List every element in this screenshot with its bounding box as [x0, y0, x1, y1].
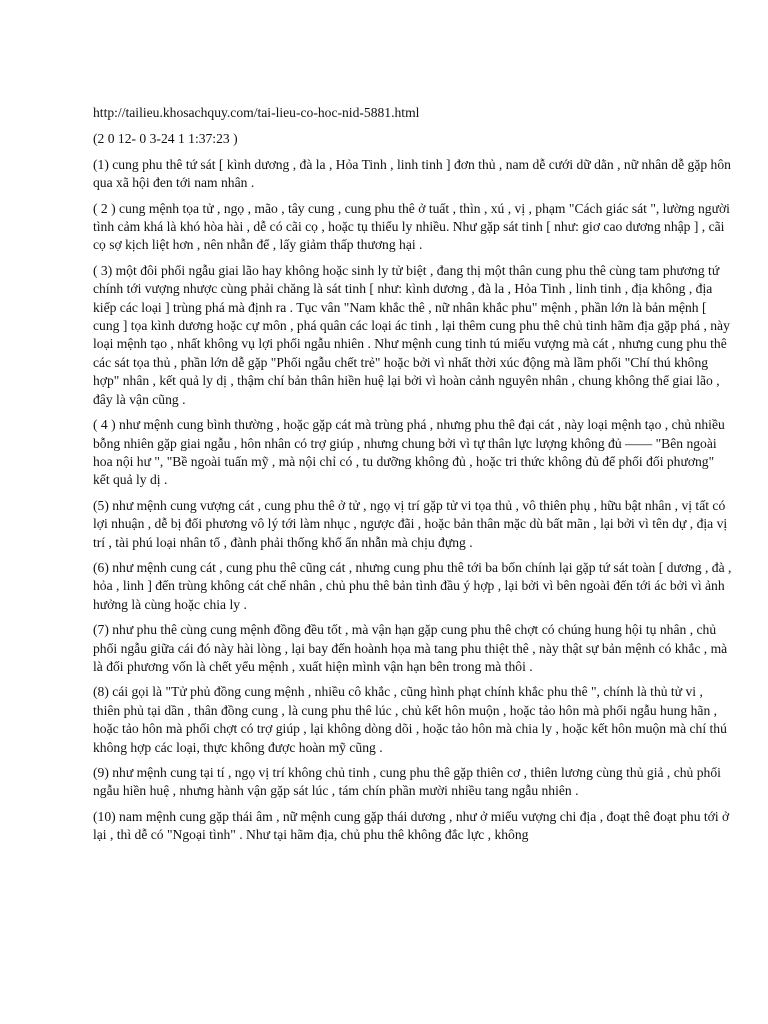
document-body	[93, 104, 733, 852]
paragraph-2: ( 2 ) cung mệnh tọa tử , ngọ , mão , tây cung , cung phu thê ở tuất , thìn , xú , vị , phạm "Cách giác sát ", lường người tình cảm khá là khó hòa hài , dễ có cãi cọ , hoặc tụ thiểu ly nhiều. Như gặp sát tinh [ như: giơ cao dương nhập ] , cãi cọ sợ kịch liệt hơn , nên nhẫn để , lấy giảm thấp thương hại .	[93, 200, 730, 253]
paragraph-3: ( 3) một đôi phối ngẫu giai lão hay không hoặc sinh ly tử biệt , đang thị một thân cung phu thê cùng tam phương tứ chính tới vượng nhược cùng phải chăng là sát tinh [ như: kình dương , đà la , Hỏa Tinh , linh tinh , địa không , địa kiếp các loại ] trùng phá mà định ra . Tục vân "Nam khắc thê , nữ nhân khắc phu" mệnh , phần lớn là bản mệnh [ cung ] tọa kình dương hoặc cự môn , phá quân các loại ác tinh , lại thêm cung phu thê chủ tinh hãm địa gặp phá , này loại mệnh tạo , nhất không vụ lợi phối ngẫu nhiên . Như mệnh cung tinh tú miếu vượng mà cát , nhưng cung phu thê các sát tọa thủ , phần lớn dễ gặp "Phối ngẫu chết trẻ" hoặc bởi vì nhất thời xúc động mà lầm phối "Chí thú không hợp" nhân , kết quả ly dị , thậm chí bản thân hiền huệ lại bởi vì hoàn cảnh nguyên nhân , chung không thể giai lão , đây là vận cũng .	[93, 262, 730, 407]
paragraph-6: (6) như mệnh cung cát , cung phu thê cũng cát , nhưng cung phu thê tới ba bốn chính lại gặp tứ sát toàn [ dương , đà , hỏa , linh ] đến trùng không cát chế nhân , chủ phu thê bản tình đầu ý hợp , lại bởi vì bên ngoài đến tới ác bởi vì ảnh hưởng là cùng hoặc chia ly .	[93, 559, 732, 612]
paragraph-10: (10) nam mệnh cung gặp thái âm , nữ mệnh cung gặp thái dương , như ở miếu vượng chi địa , đoạt thê đoạt phu tới ở lại , thì dễ có "Ngoại tình" . Như tại hãm địa, chủ phu thê không đắc lực , không	[93, 808, 730, 843]
paragraph-7: (7) như phu thê cùng cung mệnh đồng đều tốt , mà vận hạn gặp cung phu thê chợt có chúng hung hội tụ nhân , chủ phối ngẫu giữa cái đó này hài lòng , lại bay đến hoành họa mà tang phu thiệt thê , này thật sự bản mệnh có khắc , mà là đối phương vốn là chết yểu mệnh , xuất hiện mình vận hạn bên trong mà thôi .	[93, 622, 728, 674]
paragraph-4: ( 4 ) như mệnh cung bình thường , hoặc gặp cát mà trùng phá , nhưng phu thê đại cát , này loại mệnh tạo , chủ nhiều bỗng nhiên gặp giai ngẫu , hôn nhân có trợ giúp , nhưng chung bởi vì tự thân lực lượng không đủ —— "Bên ngoài hoa nội hư ", "Bề ngoài tuấn mỹ , mà nội chỉ có , tu dưỡng không đủ , hoặc tri thức không đủ để phối đối phương" kết quả ly dị .	[93, 417, 725, 488]
paragraph-9: (9) như mệnh cung tại tí , ngọ vị trí không chủ tinh , cung phu thê gặp thiên cơ , thiên lương cùng thủ giả , chủ phối ngẫu hiền huệ , nhưng hành vận gặp sát lúc , tám chín phần mười nhiều tang ngẫu nhiên .	[93, 765, 721, 799]
source-url: http://tailieu.khosachquy.com/tai-lieu-co-hoc-nid-5881.html	[93, 105, 420, 120]
paragraph-5: (5) như mệnh cung vượng cát , cung phu thê ở tử , ngọ vị trí gặp tử vi tọa thủ , vô thiên phụ , hữu bật nhân , vị tất có lợi nhuận , dễ bị đối phương vô lý tới làm nhục , ngược đãi , hoặc bản thân mặc dù bất mãn , lại bởi vì tên dự , địa vị trí , tài phú loại nhân tố , đành phải thống khổ ẩn nhẫn mà chịu đựng .	[93, 497, 728, 550]
paragraph-8: (8) cái gọi là "Tử phủ đồng cung mệnh , nhiều cô khắc , cũng hình phạt chính khắc phu thê ", chính là thủ tử vi , thiên phủ tại dần , thân đồng cung , là cung phu thê lúc , chủ kết hôn muộn , hoặc tảo hôn mà phối ngẫu hung hãn , hoặc tảo hôn mà phối chợt có trợ giúp , lại không dòng dõi , hoặc tảo hôn mà chia ly , hoặc kết hôn muộn mà chí thú không hợp các loại, thực không được hoàn mỹ cũng .	[93, 684, 727, 755]
timestamp: (2 0 12- 0 3-24 1 1:37:23 )	[93, 131, 238, 147]
paragraph-1: (1) cung phu thê tứ sát [ kình dương , đà la , Hỏa Tinh , linh tinh ] đơn thủ , nam dễ cưới dữ dằn , nữ nhân dễ gặp hôn qua xã hội đen tới nam nhân .	[93, 156, 731, 191]
